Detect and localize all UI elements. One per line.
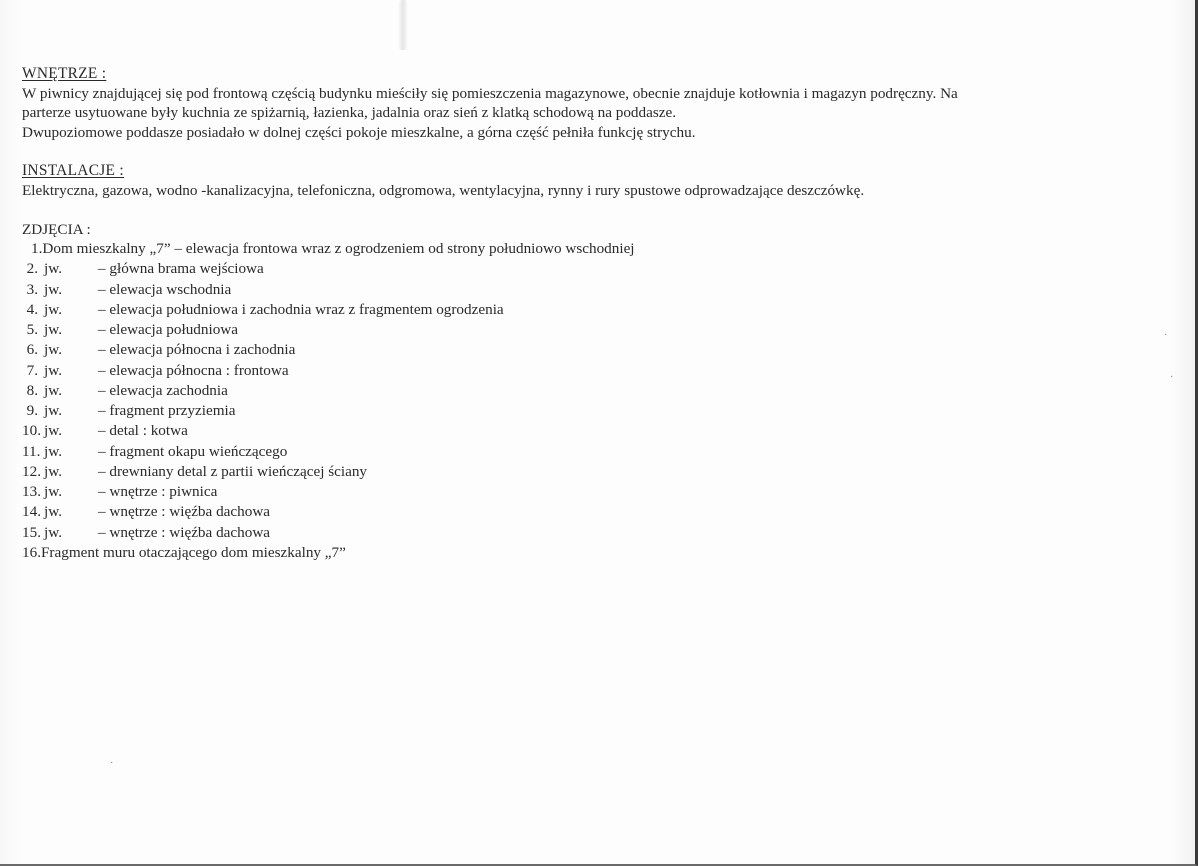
wnetrze-line-1: W piwnicy znajdującej się pod frontową częścią budynku mieściły się pomieszczenia magazynowe, obecnie znajduje kotłownia i magazyn podręczny. Na: [22, 84, 958, 102]
instalacje-text: Elektryczna, gazowa, wodno -kanalizacyjna, telefoniczna, odgromowa, wentylacyjna, rynny i rury spustowe odprowadzające deszczówkę.: [22, 181, 865, 199]
photo-number: 3.: [26, 280, 38, 298]
list-item: [22, 462, 1172, 482]
photo-description: – detal : kotwa: [98, 422, 188, 440]
photo-ref: jw.: [44, 462, 62, 480]
scan-speck: ·: [1170, 372, 1174, 383]
photo-number: 8.: [26, 381, 38, 399]
photo-number: 5.: [26, 321, 38, 339]
heading-zdjecia: ZDJĘCIA :: [22, 220, 91, 238]
photo-ref: jw.: [44, 523, 62, 541]
photo-description: – elewacja południowa i zachodnia wraz z fragmentem ogrodzenia: [98, 300, 504, 318]
photo-description: – wnętrze : więźba dachowa: [98, 523, 271, 541]
wnetrze-line-2: parterze usytuowane były kuchnia ze spiżarnią, łazienka, jadalnia oraz sień z klatką schodową na poddasze.: [22, 104, 677, 122]
section-zdjecia: [22, 220, 1172, 564]
section-wnetrze: [22, 64, 1172, 142]
photo-list-last: [22, 543, 1172, 563]
photo-number: 14.: [22, 503, 41, 521]
list-item: [22, 239, 1172, 259]
photo-number: 15.: [22, 523, 41, 541]
photo-number: 10.: [22, 422, 41, 440]
list-item: [22, 482, 1172, 502]
list-item: [22, 280, 1172, 300]
photo-number: 7.: [26, 361, 38, 379]
photo-list-items: [22, 259, 1172, 543]
photo-description: – fragment okapu wieńczącego: [98, 442, 288, 460]
photo-description: – elewacja wschodnia: [98, 280, 232, 298]
photo-number: 12.: [22, 462, 41, 480]
photo-number: 2.: [26, 260, 38, 278]
list-item: [22, 543, 1172, 563]
photo-description: – drewniany detal z partii wieńczącej ściany: [98, 462, 368, 480]
photo-description: – elewacja północna i zachodnia: [98, 341, 296, 359]
photo-number: 6.: [26, 341, 38, 359]
photo-description: – wnętrze : więźba dachowa: [98, 503, 271, 521]
section-instalacje: [22, 161, 1172, 200]
document-body: [22, 64, 1172, 563]
photo-caption: 16.Fragment muru otaczającego dom mieszkalny „7”: [22, 543, 346, 561]
photo-ref: jw.: [44, 483, 62, 501]
photo-ref: jw.: [44, 442, 62, 460]
list-item: [22, 442, 1172, 462]
list-item: [22, 361, 1172, 381]
photo-description: – elewacja południowa: [98, 321, 239, 339]
scan-speck: ·: [1164, 330, 1168, 341]
photo-list: [22, 239, 1172, 259]
photo-number: 11.: [22, 442, 41, 460]
list-item: [22, 300, 1172, 320]
photo-number: 4.: [26, 300, 38, 318]
wnetrze-line-3: Dwupoziomowe poddasze posiadało w dolnej części pokoje mieszkalne, a górna część pełniła funkcję strychu.: [22, 123, 696, 141]
heading-instalacje: INSTALACJE :: [22, 162, 124, 180]
photo-number: 9.: [26, 402, 38, 420]
list-item: [22, 401, 1172, 421]
photo-description: – elewacja zachodnia: [98, 381, 228, 399]
photo-ref: jw.: [44, 280, 62, 298]
list-item: [22, 421, 1172, 441]
photo-ref: jw.: [44, 402, 62, 420]
photo-description: – wnętrze : piwnica: [98, 483, 218, 501]
photo-ref: jw.: [44, 260, 62, 278]
photo-description: – główna brama wejściowa: [98, 260, 264, 278]
photo-caption: 1.Dom mieszkalny „7” – elewacja frontowa wraz z ogrodzeniem od strony południowo wschodniej: [31, 240, 635, 258]
photo-ref: jw.: [44, 300, 62, 318]
heading-wnetrze: WNĘTRZE :: [22, 65, 107, 82]
photo-description: – fragment przyziemia: [98, 402, 236, 420]
list-item: [22, 523, 1172, 543]
photo-ref: jw.: [44, 341, 62, 359]
photo-ref: jw.: [44, 361, 62, 379]
photo-description: – elewacja północna : frontowa: [98, 361, 289, 379]
scan-artifact: [398, 0, 408, 50]
photo-ref: jw.: [44, 321, 62, 339]
photo-ref: jw.: [44, 422, 62, 440]
photo-ref: jw.: [44, 503, 62, 521]
list-item: [22, 320, 1172, 340]
list-item: [22, 502, 1172, 522]
list-item: [22, 381, 1172, 401]
scan-speck: ·: [110, 758, 114, 769]
photo-ref: jw.: [44, 381, 62, 399]
list-item: [22, 340, 1172, 360]
photo-number: 13.: [22, 483, 41, 501]
list-item: [22, 259, 1172, 279]
